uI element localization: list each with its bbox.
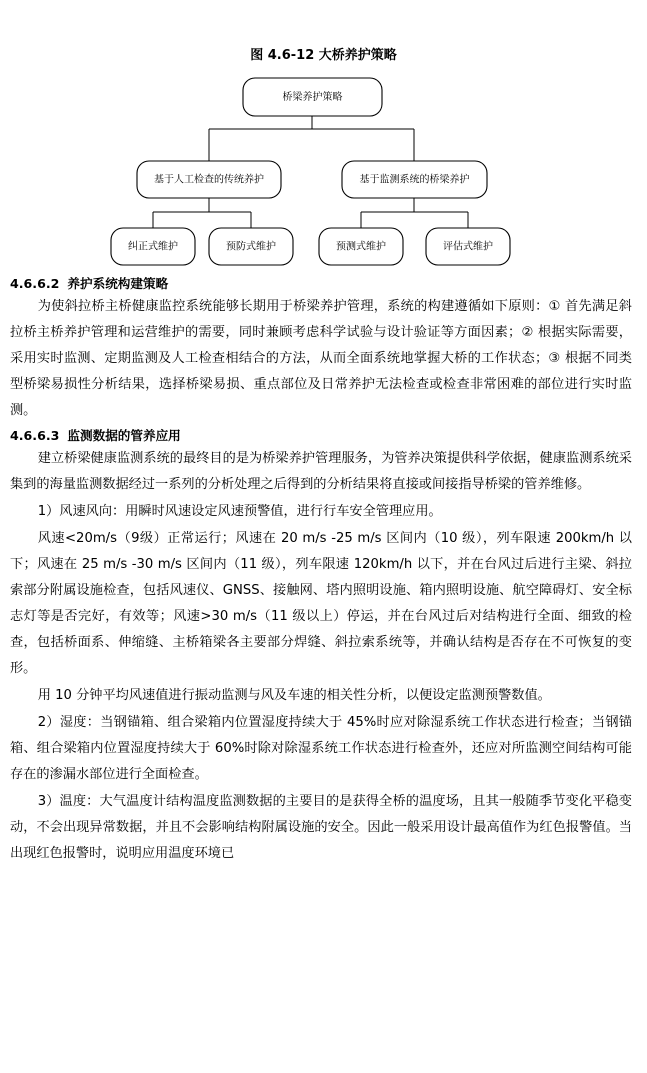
section-heading	[10, 425, 632, 446]
paragraph: 用 10 分钟平均风速值进行振动监测与风及车速的相关性分析，以便设定监测预警数值。	[37, 688, 551, 703]
node-root-label: 桥梁养护策略	[282, 92, 343, 103]
node-manual-inspection-label: 基于人工检查的传统养护	[154, 174, 264, 186]
section-number: 4.6.6.3	[10, 428, 60, 443]
node-preventive-label: 预防式维护	[226, 241, 276, 253]
maintenance-strategy-diagram	[0, 68, 647, 273]
node-corrective-label: 纠正式维护	[128, 241, 178, 253]
paragraph: 2）湿度：当钢锚箱、组合梁箱内位置湿度持续大于 45%时应对除湿系统工作状态进行检查；当钢锚箱、组合梁箱内位置湿度持续大于 60%时除对除湿系统工作状态进行检查外，还应对所监测空间结构可能存在的渗漏水部位进行全面检查。	[10, 715, 632, 782]
node-monitoring-system-label: 基于监测系统的桥梁养护	[359, 174, 470, 186]
node-root	[243, 78, 382, 116]
node-corrective	[111, 228, 195, 265]
section-heading	[10, 273, 632, 294]
node-monitoring-system	[342, 161, 487, 198]
node-predictive-label: 预测式维护	[336, 241, 386, 253]
paragraph: 风速<20m/s（9级）正常运行；风速在 20 m/s -25 m/s 区间内（10 级），列车限速 200km/h 以下；风速在 25 m/s -30 m/s 区间内（11 级），列车限速 120km/h 以下，并在台风过后进行主梁、斜拉索部分附属设施检查，包括风速仪、GNSS、接触网、塔内照明设施、箱内照明设施、航空障碍灯、安全标志灯等是否完好，有效等；风速>30 m/s（11 级以上）停运，并在台风过后对结构进行全面、细致的检查，包括桥面系、伸缩缝、主桥箱梁各主要部分焊缝、斜拉索系统等，并确认结构是否存在不可恢复的变形。	[10, 531, 632, 676]
node-manual-inspection	[137, 161, 281, 198]
node-evaluative	[426, 228, 510, 265]
paragraph: 3）温度：大气温度计结构温度监测数据的主要目的是获得全桥的温度场，且其一般随季节变化平稳变动，不会出现异常数据，并且不会影响结构附属设施的安全。因此一般采用设计最高值作为红色报警值。当出现红色报警时，说明应用温度环境已	[10, 794, 632, 861]
node-evaluative-label: 评估式维护	[443, 241, 493, 253]
node-predictive	[319, 228, 403, 265]
section-number: 4.6.6.2	[10, 276, 60, 291]
paragraph: 建立桥梁健康监测系统的最终目的是为桥梁养护管理服务，为管养决策提供科学依据，健康监测系统采集到的海量监测数据经过一系列的分析处理之后得到的分析结果将直接或间接指导桥梁的管养维修。	[10, 451, 632, 492]
document-body	[10, 273, 632, 868]
figure-title: 图 4.6-12 大桥养护策略	[250, 48, 397, 63]
paragraph: 1）风速风向：用瞬时风速设定风速预警值，进行行车安全管理应用。	[37, 504, 442, 519]
paragraph: 为使斜拉桥主桥健康监控系统能够长期用于桥梁养护管理，系统的构建遵循如下原则：① 首先满足斜拉桥主桥养护管理和运营维护的需要，同时兼顾考虑科学试验与设计验证等方面因素；② 根据实际需要，采用实时监测、定期监测及人工检查相结合的方法，从而全面系统地掌握大桥的工作状态；③ 根据不同类型桥梁易损性分析结果，选择桥梁易损、重点部位及日常养护无法检查或检查非常困难的部位进行实时监测。	[10, 299, 632, 418]
node-preventive	[209, 228, 293, 265]
section-title: 养护系统构建策略	[67, 276, 169, 291]
section-title: 监测数据的管养应用	[67, 428, 181, 443]
